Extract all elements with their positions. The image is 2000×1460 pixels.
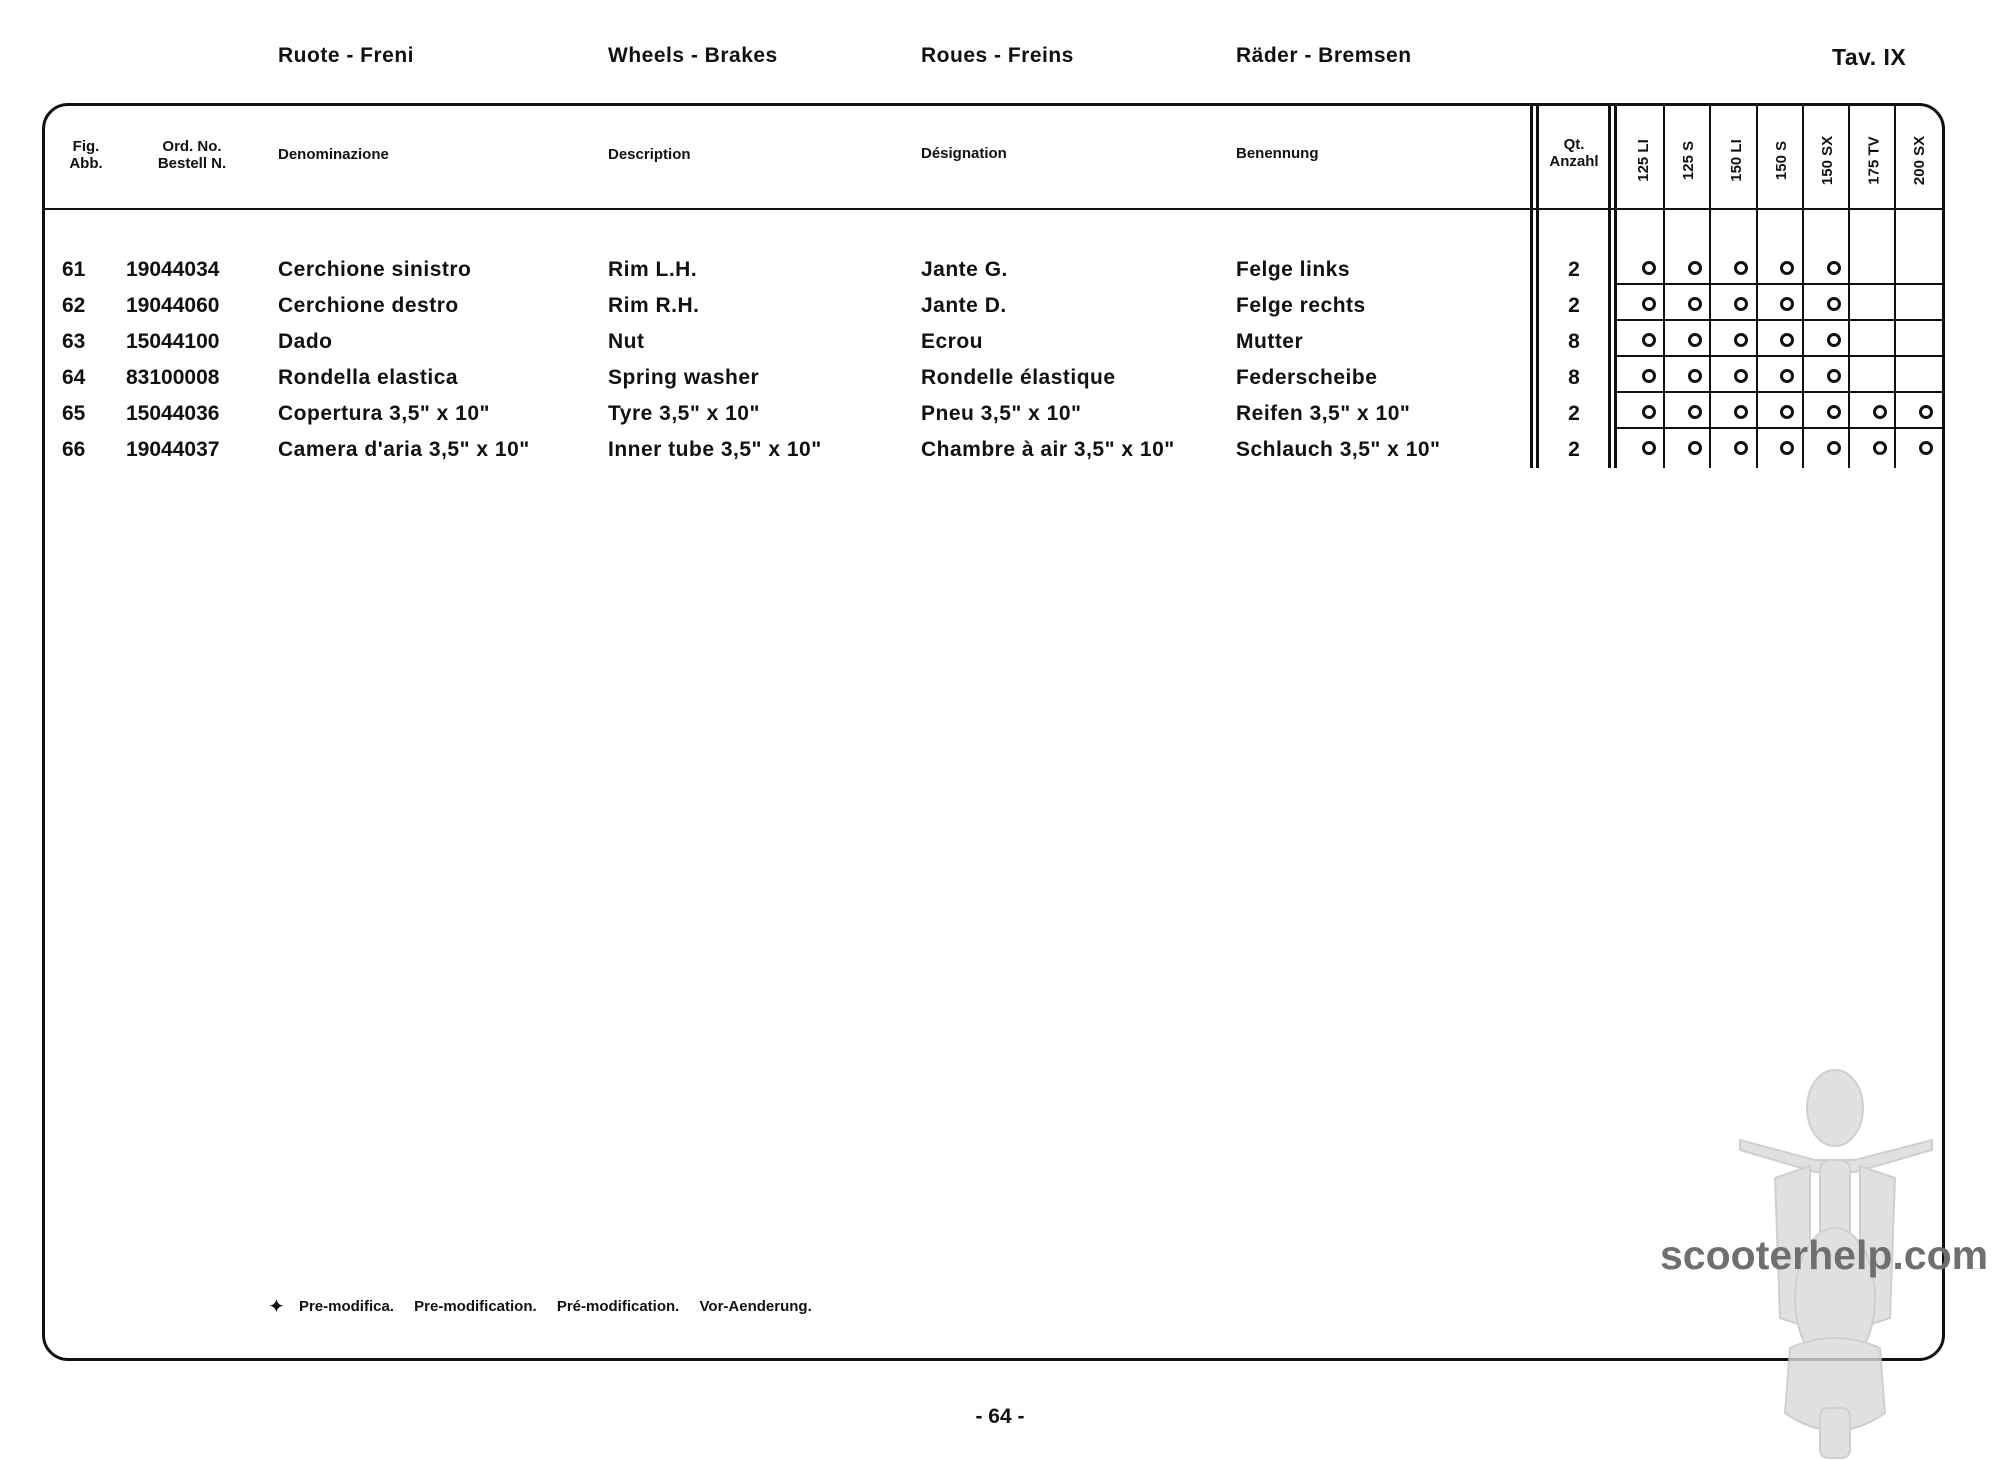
header-description: Description	[608, 146, 691, 163]
part-name-french: Jante G.	[921, 258, 1008, 281]
table-number: Tav. IX	[1832, 44, 1907, 70]
part-name-italian: Cerchione sinistro	[278, 258, 472, 281]
model-applicable-marker	[1827, 369, 1841, 383]
title-italian: Ruote - Freni	[278, 44, 414, 67]
part-name-english: Inner tube 3,5" x 10"	[608, 438, 822, 461]
model-applicable-marker	[1688, 261, 1702, 275]
table-row	[0, 432, 2000, 468]
model-applicable-marker	[1688, 441, 1702, 455]
watermark-text: scooterhelp.com	[1660, 1232, 1989, 1278]
model-applicable-marker	[1827, 297, 1841, 311]
table-row	[0, 288, 2000, 324]
part-name-german: Felge rechts	[1236, 294, 1366, 317]
part-quantity: 2	[1568, 294, 1580, 317]
footnote-french: Pré-modification.	[556, 1298, 680, 1315]
part-quantity: 8	[1568, 330, 1580, 353]
header-benennung: Benennung	[1236, 145, 1319, 162]
model-applicable-marker	[1688, 297, 1702, 311]
header-designation: Désignation	[921, 145, 1007, 162]
model-applicable-marker	[1734, 441, 1748, 455]
part-name-french: Chambre à air 3,5" x 10"	[921, 438, 1175, 461]
premodification-symbol: ✦	[268, 1296, 285, 1318]
part-name-french: Jante D.	[921, 294, 1007, 317]
model-applicable-marker	[1780, 297, 1794, 311]
footnote-italian: Pre-modifica.	[298, 1298, 394, 1315]
model-applicable-marker	[1873, 405, 1887, 419]
model-applicable-marker	[1734, 405, 1748, 419]
title-french: Roues - Freins	[921, 44, 1074, 67]
model-applicable-marker	[1688, 369, 1702, 383]
part-quantity: 2	[1568, 402, 1580, 425]
part-order-number: 19044060	[126, 294, 220, 317]
part-name-italian: Cerchione destro	[278, 294, 459, 317]
part-fig-number: 65	[62, 402, 86, 425]
part-quantity: 8	[1568, 366, 1580, 389]
part-order-number: 19044034	[126, 258, 220, 281]
part-name-german: Schlauch 3,5" x 10"	[1236, 438, 1441, 461]
part-order-number: 19044037	[126, 438, 220, 461]
model-applicable-marker	[1827, 261, 1841, 275]
part-fig-number: 64	[62, 366, 86, 389]
part-fig-number: 62	[62, 294, 86, 317]
header-fig: Fig. Abb.	[69, 138, 103, 172]
part-name-french: Ecrou	[921, 330, 984, 353]
model-applicable-marker	[1734, 333, 1748, 347]
title-german: Räder - Bremsen	[1236, 44, 1412, 67]
model-applicable-marker	[1873, 441, 1887, 455]
header-divider	[42, 208, 1945, 210]
part-quantity: 2	[1568, 438, 1580, 461]
model-applicable-marker	[1919, 441, 1933, 455]
part-order-number: 15044036	[126, 402, 220, 425]
footnote-english: Pre-modification.	[414, 1298, 537, 1315]
table-row	[0, 252, 2000, 288]
part-name-german: Reifen 3,5" x 10"	[1236, 402, 1411, 425]
model-applicable-marker	[1642, 297, 1656, 311]
model-header-175tv: 175 TV	[1865, 135, 1883, 185]
header-denominazione: Denominazione	[278, 146, 389, 163]
part-name-italian: Copertura 3,5" x 10"	[278, 402, 490, 425]
model-applicable-marker	[1734, 261, 1748, 275]
part-name-german: Mutter	[1236, 330, 1304, 353]
model-applicable-marker	[1642, 441, 1656, 455]
model-applicable-marker	[1642, 405, 1656, 419]
model-applicable-marker	[1827, 405, 1841, 419]
model-header-150s: 150 S	[1773, 140, 1791, 180]
model-applicable-marker	[1780, 441, 1794, 455]
model-applicable-marker	[1780, 369, 1794, 383]
footnote-german: Vor-Aenderung.	[699, 1298, 812, 1315]
part-name-english: Rim L.H.	[608, 258, 698, 281]
part-name-italian: Dado	[278, 330, 333, 353]
model-applicable-marker	[1827, 333, 1841, 347]
part-name-english: Spring washer	[608, 366, 760, 389]
part-name-italian: Rondella elastica	[278, 366, 459, 389]
model-applicable-marker	[1642, 261, 1656, 275]
model-applicable-marker	[1780, 405, 1794, 419]
part-name-italian: Camera d'aria 3,5" x 10"	[278, 438, 530, 461]
model-applicable-marker	[1688, 333, 1702, 347]
part-name-german: Federscheibe	[1236, 366, 1378, 389]
footnote	[268, 1292, 828, 1317]
part-name-english: Tyre 3,5" x 10"	[608, 402, 760, 425]
part-name-english: Nut	[608, 330, 645, 353]
model-applicable-marker	[1734, 297, 1748, 311]
part-fig-number: 63	[62, 330, 86, 353]
table-row	[0, 360, 2000, 396]
header-order-number: Ord. No. Bestell N.	[157, 138, 227, 172]
title-english: Wheels - Brakes	[608, 44, 778, 67]
model-header-150li: 150 LI	[1727, 138, 1745, 182]
page-number: - 64 -	[975, 1405, 1025, 1428]
model-applicable-marker	[1642, 333, 1656, 347]
part-fig-number: 66	[62, 438, 86, 461]
part-fig-number: 61	[62, 258, 86, 281]
model-applicable-marker	[1780, 333, 1794, 347]
model-header-125li: 125 LI	[1634, 138, 1652, 182]
table-row	[0, 324, 2000, 360]
model-applicable-marker	[1734, 369, 1748, 383]
part-name-french: Pneu 3,5" x 10"	[921, 402, 1082, 425]
part-quantity: 2	[1568, 258, 1580, 281]
model-applicable-marker	[1919, 405, 1933, 419]
part-order-number: 83100008	[126, 366, 220, 389]
header-quantity: Qt. Anzahl	[1549, 136, 1599, 170]
model-applicable-marker	[1688, 405, 1702, 419]
part-order-number: 15044100	[126, 330, 220, 353]
model-header-200sx: 200 SX	[1911, 135, 1929, 185]
model-header-125s: 125 S	[1680, 140, 1698, 180]
table-row	[0, 396, 2000, 432]
model-header-150sx: 150 SX	[1819, 135, 1837, 185]
model-applicable-marker	[1642, 369, 1656, 383]
part-name-german: Felge links	[1236, 258, 1351, 281]
part-name-english: Rim R.H.	[608, 294, 700, 317]
model-applicable-marker	[1780, 261, 1794, 275]
model-applicable-marker	[1827, 441, 1841, 455]
part-name-french: Rondelle élastique	[921, 366, 1116, 389]
